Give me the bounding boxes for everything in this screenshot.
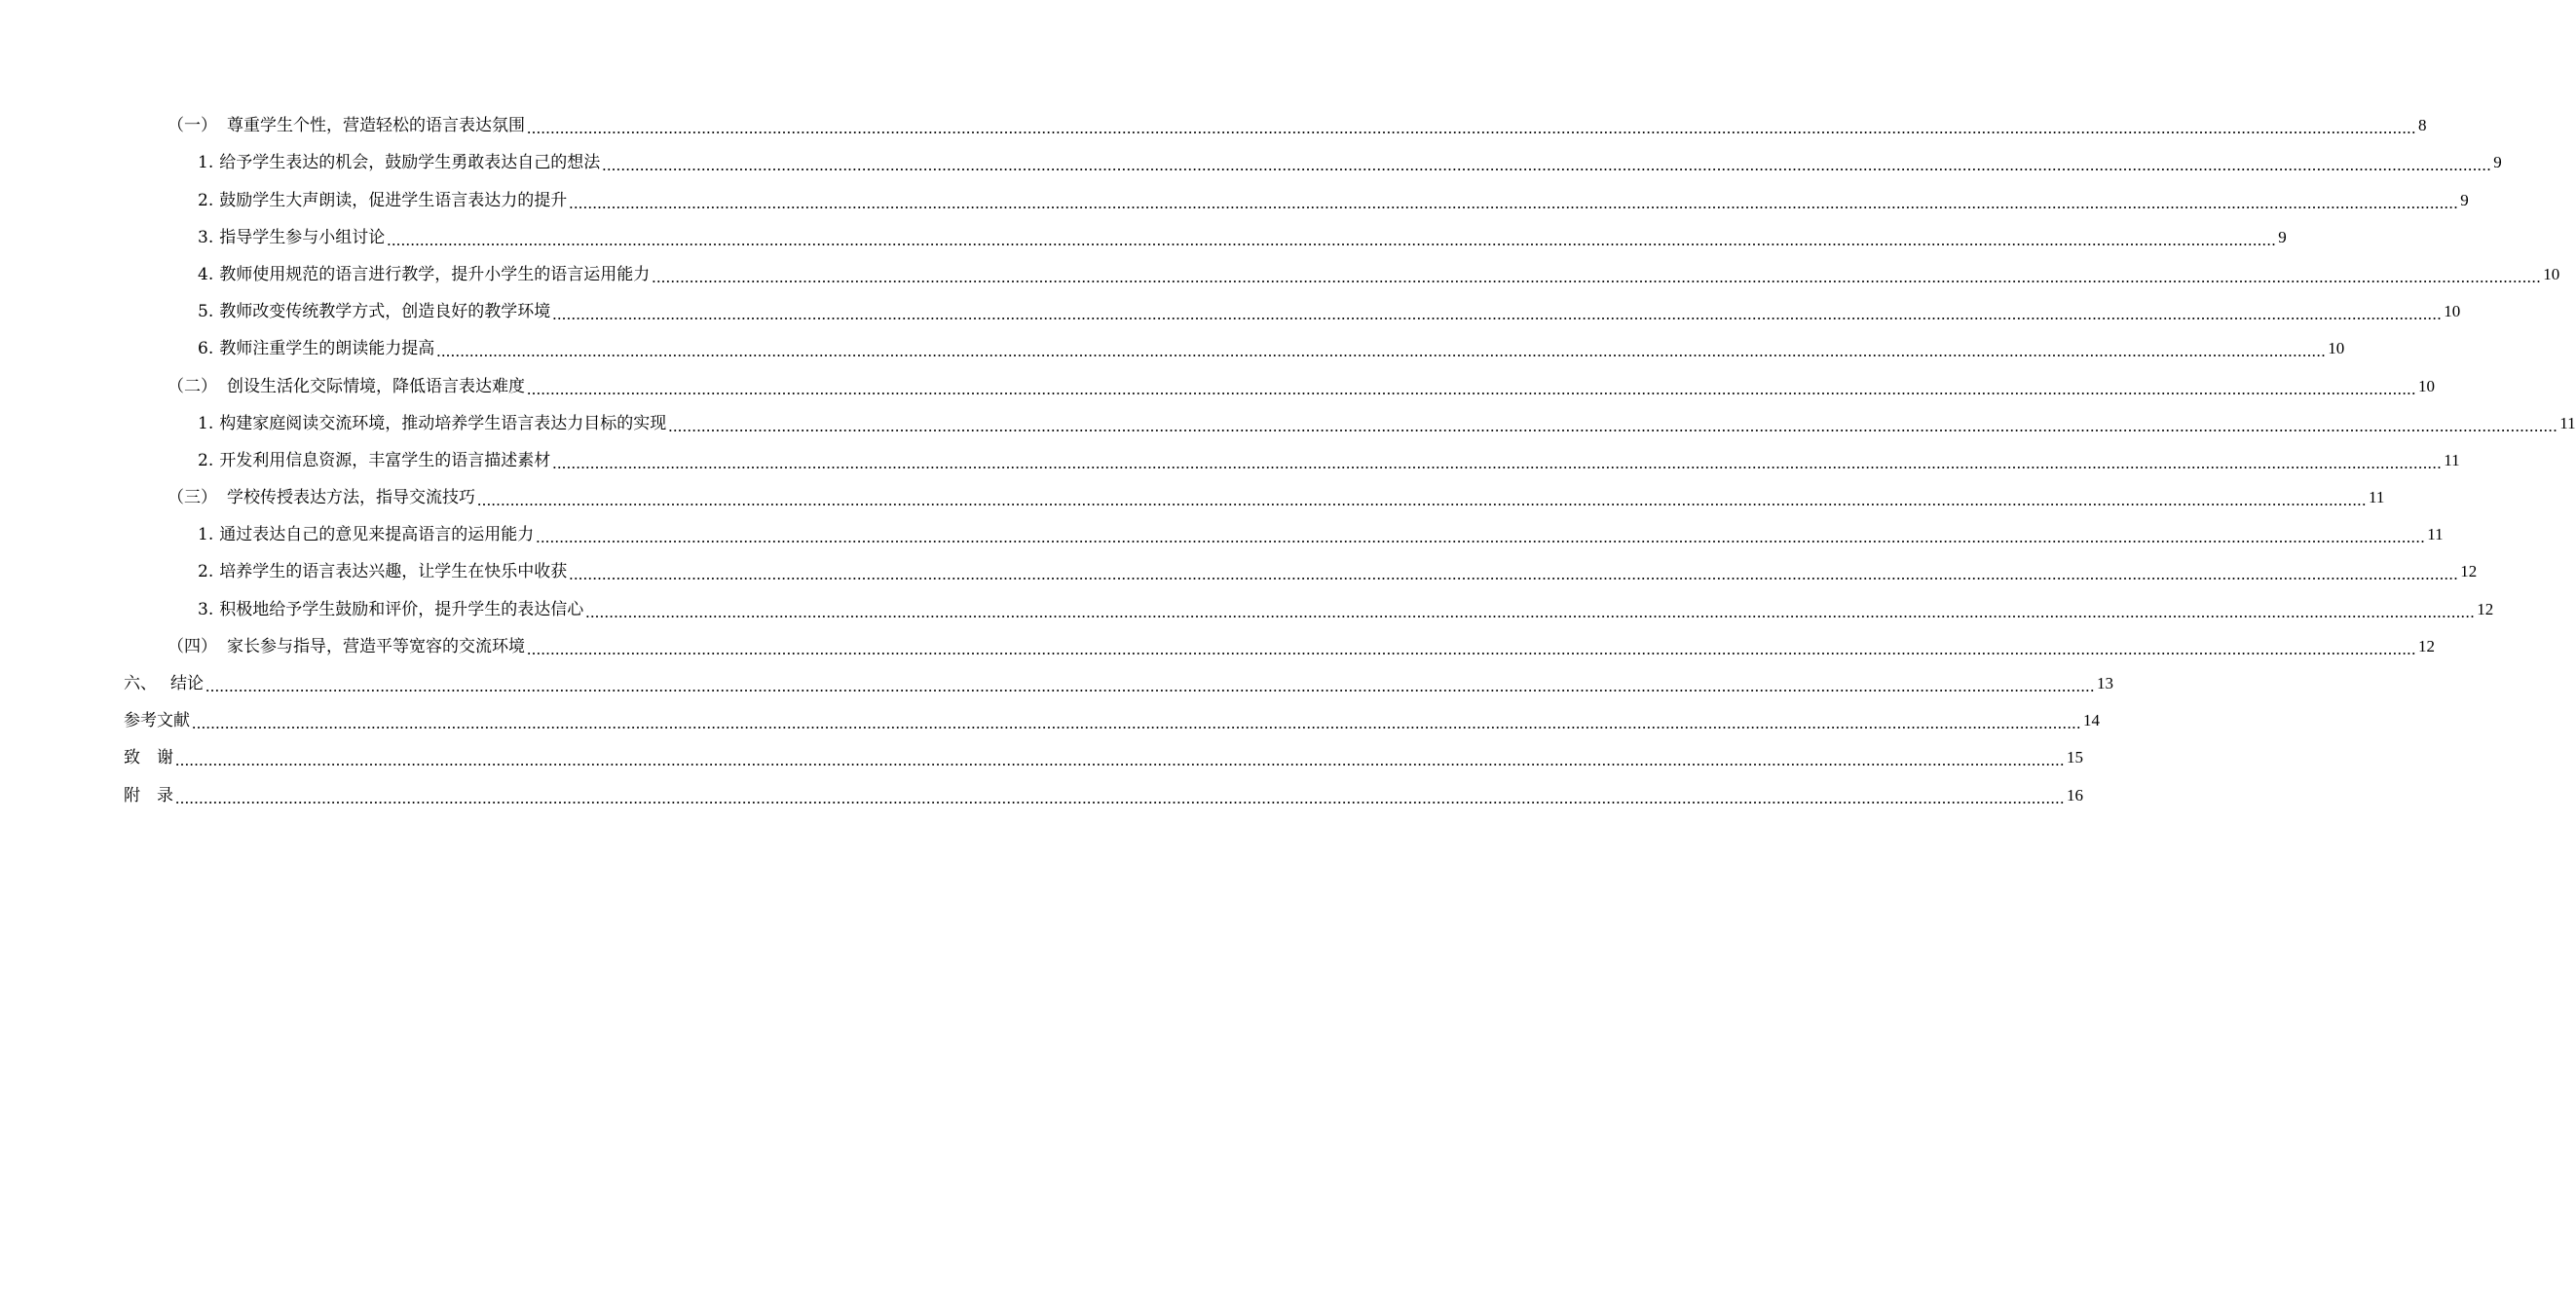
toc-entry[interactable] — [0, 627, 2435, 664]
toc-entry-page-number: 11 — [2444, 450, 2460, 469]
toc-entry-label — [198, 264, 650, 285]
toc-entry-label — [124, 710, 190, 731]
toc-entry-title: 培养学生的语言表达兴趣，让学生在快乐中收获 — [219, 562, 568, 582]
toc-entry-number: 2. — [198, 190, 214, 210]
toc-entry[interactable] — [0, 143, 2502, 180]
toc-entry-number: （二） — [168, 376, 217, 396]
toc-entry-page-number: 16 — [2067, 785, 2083, 804]
toc-entry[interactable] — [0, 515, 2444, 552]
toc-entry-title: 通过表达自己的意见来提高语言的运用能力 — [219, 525, 535, 545]
toc-entry-number: 4. — [198, 264, 214, 284]
toc-entry-label — [168, 636, 525, 657]
toc-entry-number: （四） — [168, 636, 217, 656]
toc-entry-number: 1. — [198, 525, 214, 545]
toc-entry-title: 教师改变传统教学方式，创造良好的教学环境 — [219, 302, 551, 322]
toc-entry-label — [198, 152, 600, 173]
dot-leader: ................................................................................................................................................................................................................................................................................................................................................................................................................ — [536, 528, 2426, 547]
toc-entry-title: 构建家庭阅读交流环境，推动培养学生语言表达力目标的实现 — [219, 413, 667, 433]
toc-entry-page-number: 12 — [2418, 636, 2435, 655]
toc-entry-label — [198, 190, 567, 211]
toc-entry-label — [198, 561, 567, 582]
toc-entry-title: 创设生活化交际情境，降低语言表达难度 — [227, 376, 525, 396]
toc-entry-title: 附 录 — [124, 785, 173, 805]
dot-leader: ................................................................................................................................................................................................................................................................................................................................................................................................................ — [527, 119, 2416, 138]
dot-leader: ................................................................................................................................................................................................................................................................................................................................................................................................................ — [652, 267, 2542, 286]
toc-entry-title: 学校传授表达方法，指导交流技巧 — [227, 488, 475, 508]
toc-entry[interactable] — [0, 106, 2427, 143]
toc-entry-number: 3. — [198, 599, 214, 619]
dot-leader: ................................................................................................................................................................................................................................................................................................................................................................................................................ — [569, 565, 2459, 584]
toc-entry[interactable] — [0, 218, 2287, 255]
dot-leader: ................................................................................................................................................................................................................................................................................................................................................................................................................ — [602, 156, 2492, 175]
toc-entry[interactable] — [0, 404, 2576, 441]
toc-entry-number: 1. — [198, 153, 214, 173]
dot-leader: ................................................................................................................................................................................................................................................................................................................................................................................................................ — [175, 751, 2065, 770]
dot-leader: ................................................................................................................................................................................................................................................................................................................................................................................................................ — [552, 305, 2443, 324]
dot-leader: ................................................................................................................................................................................................................................................................................................................................................................................................................ — [668, 416, 2558, 435]
toc-entry[interactable] — [0, 180, 2469, 217]
toc-entry-label — [198, 524, 534, 545]
toc-entry-label — [198, 227, 385, 248]
toc-entry-label — [124, 785, 173, 806]
toc-entry-label — [124, 747, 173, 768]
toc-entry-label — [198, 301, 550, 322]
toc-entry-label — [198, 338, 434, 359]
toc-entry-page-number: 9 — [2493, 153, 2502, 172]
toc-entry-title: 指导学生参与小组讨论 — [219, 227, 386, 247]
dot-leader: ................................................................................................................................................................................................................................................................................................................................................................................................................ — [192, 714, 2081, 733]
toc-entry-page-number: 13 — [2097, 674, 2113, 692]
toc-entry[interactable] — [0, 441, 2460, 478]
toc-entry[interactable] — [0, 292, 2461, 329]
toc-entry-page-number: 12 — [2477, 599, 2494, 618]
toc-entry-number: 3. — [198, 227, 214, 247]
dot-leader: ................................................................................................................................................................................................................................................................................................................................................................................................................ — [569, 193, 2459, 212]
toc-entry[interactable] — [0, 775, 2083, 812]
toc-entry[interactable] — [0, 478, 2385, 515]
dot-leader: ................................................................................................................................................................................................................................................................................................................................................................................................................ — [527, 379, 2416, 398]
toc-entry[interactable] — [0, 701, 2100, 738]
dot-leader: ................................................................................................................................................................................................................................................................................................................................................................................................................ — [205, 677, 2095, 695]
toc-entry-number: 六、 — [124, 674, 157, 693]
toc-entry-number: （三） — [168, 488, 217, 508]
toc-entry-number: 2. — [198, 562, 214, 582]
toc-entry-title: 开发利用信息资源，丰富学生的语言描述素材 — [219, 450, 551, 470]
toc-entry-number: 1. — [198, 413, 214, 433]
toc-entry-title: 致 谢 — [124, 748, 173, 768]
toc-entry-page-number: 9 — [2278, 227, 2287, 246]
toc-entry-title: 家长参与指导，营造平等宽容的交流环境 — [227, 636, 525, 656]
toc-entry-label — [168, 115, 525, 136]
toc-entry-page-number: 11 — [2369, 488, 2385, 507]
toc-entry-number: 2. — [198, 450, 214, 470]
dot-leader: ................................................................................................................................................................................................................................................................................................................................................................................................................ — [175, 788, 2065, 807]
toc-entry-label — [198, 413, 666, 434]
toc-entry-number: 6. — [198, 339, 214, 359]
toc-entry-page-number: 11 — [2559, 413, 2576, 432]
toc-entry-page-number: 10 — [2444, 302, 2461, 321]
toc-entry-page-number: 9 — [2460, 190, 2469, 209]
dot-leader: ................................................................................................................................................................................................................................................................................................................................................................................................................ — [387, 230, 2277, 249]
dot-leader: ................................................................................................................................................................................................................................................................................................................................................................................................................ — [477, 491, 2367, 510]
table-of-contents — [0, 106, 2576, 813]
toc-entry[interactable] — [0, 329, 2345, 366]
toc-entry-title: 教师注重学生的朗读能力提高 — [219, 339, 435, 359]
toc-entry-page-number: 10 — [2418, 376, 2435, 395]
toc-entry-title: 结论 — [170, 674, 204, 693]
toc-entry-page-number: 15 — [2067, 748, 2083, 767]
dot-leader: ................................................................................................................................................................................................................................................................................................................................................................................................................ — [552, 453, 2443, 472]
toc-entry-label — [168, 487, 475, 508]
dot-leader: ................................................................................................................................................................................................................................................................................................................................................................................................................ — [527, 639, 2416, 658]
toc-entry-title: 积极地给予学生鼓励和评价，提升学生的表达信心 — [219, 599, 584, 619]
toc-entry-label — [168, 376, 525, 397]
toc-entry[interactable] — [0, 366, 2435, 403]
toc-entry-page-number: 10 — [2328, 339, 2345, 358]
toc-entry-label — [124, 673, 204, 694]
toc-entry-page-number: 10 — [2543, 264, 2560, 283]
dot-leader: ................................................................................................................................................................................................................................................................................................................................................................................................................ — [585, 602, 2476, 621]
toc-entry-label — [198, 450, 550, 471]
toc-entry[interactable] — [0, 738, 2083, 775]
toc-entry-title: 教师使用规范的语言进行教学，提升小学生的语言运用能力 — [219, 264, 651, 284]
toc-entry-page-number: 8 — [2418, 116, 2427, 135]
toc-entry-title: 给予学生表达的机会，鼓励学生勇敢表达自己的想法 — [219, 153, 601, 173]
toc-entry-page-number: 12 — [2460, 562, 2478, 581]
toc-entry[interactable] — [0, 552, 2478, 589]
toc-entry-title: 尊重学生个性，营造轻松的语言表达氛围 — [227, 116, 525, 136]
toc-entry-title: 鼓励学生大声朗读，促进学生语言表达力的提升 — [219, 190, 568, 210]
toc-entry[interactable] — [0, 589, 2494, 626]
dot-leader: ................................................................................................................................................................................................................................................................................................................................................................................................................ — [436, 342, 2327, 361]
toc-entry[interactable] — [0, 664, 2113, 701]
toc-entry[interactable] — [0, 255, 2560, 292]
toc-entry-page-number: 11 — [2427, 525, 2444, 544]
toc-entry-number: （一） — [168, 116, 217, 136]
toc-entry-page-number: 14 — [2083, 711, 2100, 730]
toc-entry-label — [198, 599, 583, 620]
toc-entry-number: 5. — [198, 302, 214, 322]
toc-entry-title: 参考文献 — [124, 711, 190, 731]
